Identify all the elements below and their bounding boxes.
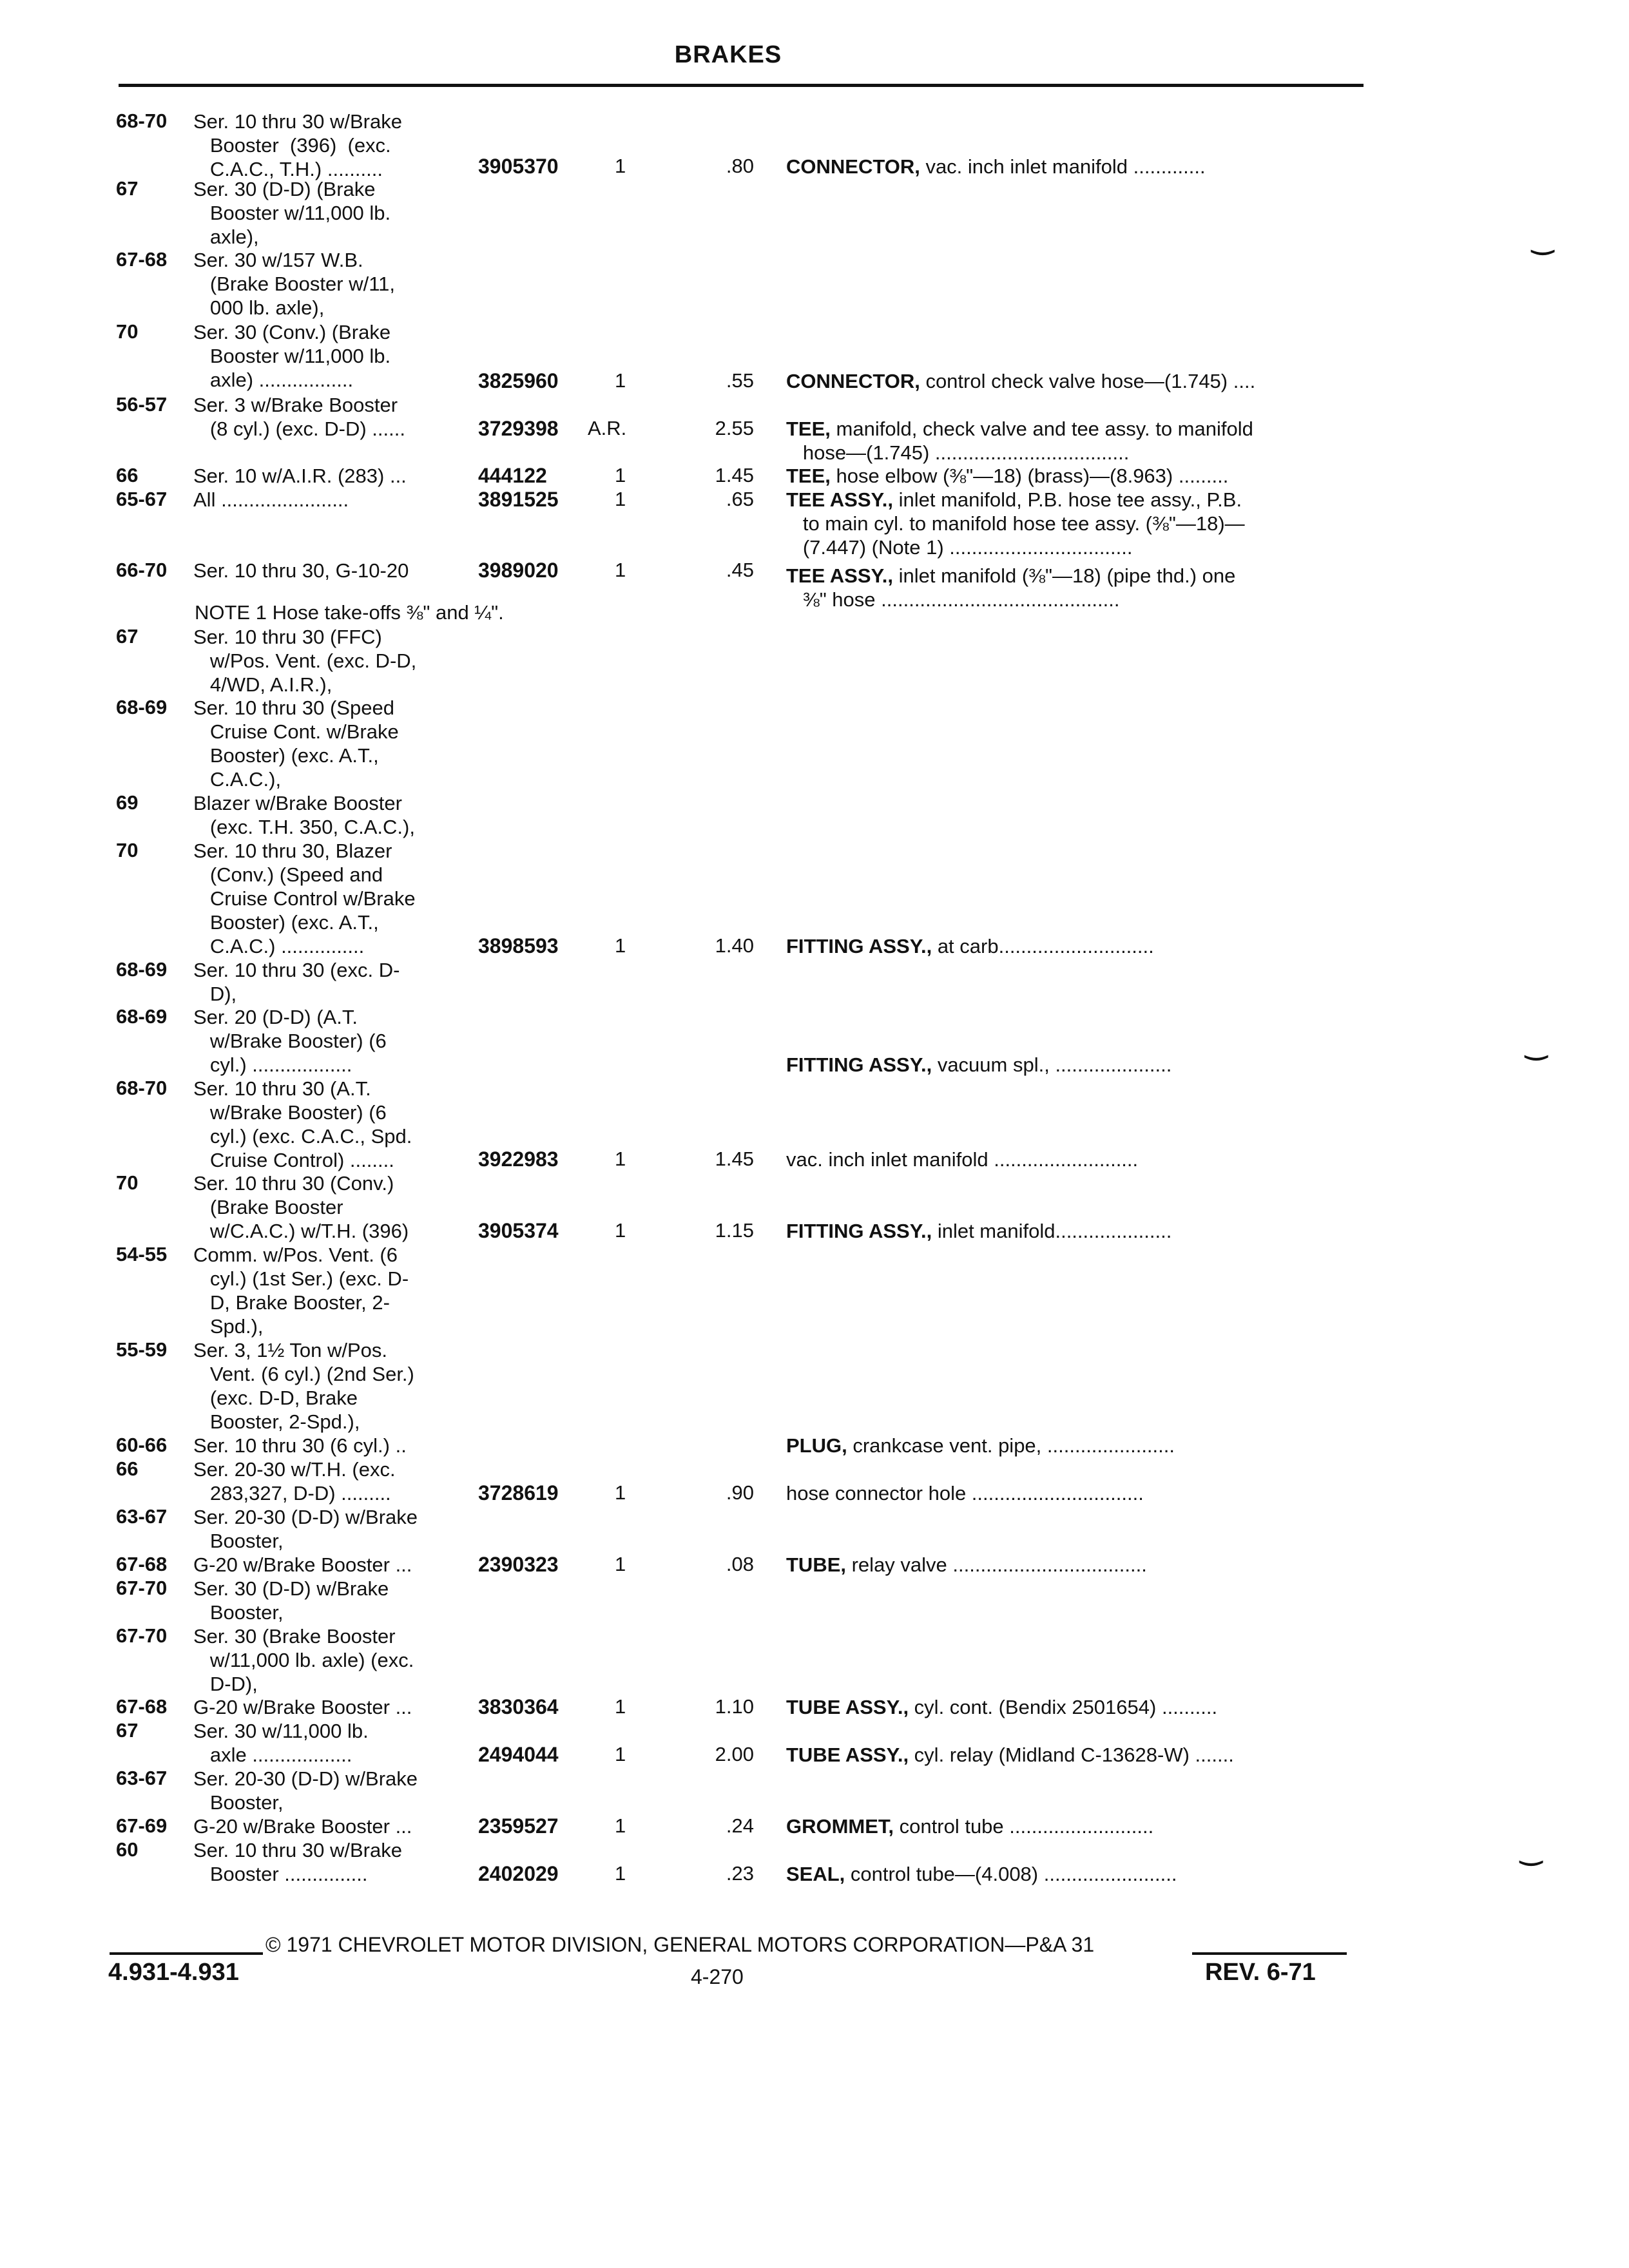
part-description: TEE, hose elbow (⅜"—18) (brass)—(8.963) .........: [786, 465, 1229, 487]
quantity: 1: [615, 1814, 626, 1837]
part-description: TEE ASSY., inlet manifold (⅜"—18) (pipe thd.) one ⅜" hose ...........................................: [786, 564, 1236, 611]
application-text: Ser. 10 thru 30 (FFC) w/Pos. Vent. (exc. D-D, 4/WD, A.I.R.),: [193, 626, 417, 696]
part-number: 2359527: [478, 1814, 559, 1838]
application-text: Ser. 20-30 (D-D) w/Brake Booster,: [193, 1506, 418, 1552]
application-text: Ser. 30 w/11,000 lb. axle ..................: [193, 1720, 369, 1766]
part-description: CONNECTOR, vac. inch inlet manifold .............: [786, 155, 1206, 178]
quantity: 1: [615, 369, 626, 392]
model-year: 70: [116, 1171, 139, 1194]
price: 1.40: [715, 934, 754, 957]
part-description: hose connector hole ...............................: [786, 1482, 1144, 1504]
price: 2.55: [715, 417, 754, 439]
application-text: G-20 w/Brake Booster ...: [193, 1553, 412, 1576]
model-year: 55-59: [116, 1338, 168, 1361]
part-number: 3728619: [478, 1481, 559, 1504]
quantity: 1: [615, 1481, 626, 1504]
model-year: 67-70: [116, 1624, 168, 1647]
price: 1.10: [715, 1695, 754, 1718]
model-year: 68-69: [116, 696, 168, 718]
margin-mark: ‿: [1521, 1837, 1542, 1865]
part-number: 3825960: [478, 369, 559, 392]
application-text: Ser. 10 thru 30, G-10-20: [193, 559, 409, 582]
model-year: 67-70: [116, 1577, 168, 1599]
footer-rule-right: [1192, 1952, 1347, 1955]
part-description: TUBE ASSY., cyl. cont. (Bendix 2501654) ..........: [786, 1696, 1218, 1718]
application-text: Ser. 30 (Brake Booster w/11,000 lb. axle) (exc. D-D),: [193, 1625, 414, 1695]
part-description: FITTING ASSY., at carb............................: [786, 935, 1154, 957]
application-text: Ser. 10 thru 30 w/Brake Booster ...............: [193, 1839, 402, 1885]
model-year: 67: [116, 177, 139, 200]
footer-copyright: © 1971 CHEVROLET MOTOR DIVISION, GENERAL MOTORS CORPORATION—P&A 31: [265, 1933, 1095, 1956]
application-text: Ser. 30 (D-D) w/Brake Booster,: [193, 1577, 389, 1624]
model-year: 67: [116, 625, 139, 648]
price: .24: [726, 1814, 754, 1837]
model-year: 70: [116, 839, 139, 861]
quantity: 1: [615, 1148, 626, 1170]
application-text: Ser. 3 w/Brake Booster (8 cyl.) (exc. D-D) ......: [193, 394, 405, 440]
footer-page-number: 4-270: [691, 1965, 744, 1988]
application-text: Ser. 10 thru 30 w/Brake Booster (396) (exc. C.A.C., T.H.) ..........: [193, 110, 402, 180]
application-text: Ser. 10 thru 30 (Speed Cruise Cont. w/Brake Booster) (exc. A.T., C.A.C.),: [193, 697, 399, 791]
model-year: 70: [116, 320, 139, 343]
application-text: Ser. 20-30 w/T.H. (exc. 283,327, D-D) .........: [193, 1458, 396, 1504]
part-number: 3891525: [478, 488, 559, 511]
model-year: 60-66: [116, 1434, 168, 1456]
part-number: 3905374: [478, 1219, 559, 1242]
quantity: 1: [615, 1743, 626, 1765]
application-text: Ser. 10 thru 30, Blazer (Conv.) (Speed and Cruise Control w/Brake Booster) (exc. A.T., C.A.C.) ...............: [193, 840, 416, 957]
price: .45: [726, 559, 754, 581]
application-text: G-20 w/Brake Booster ...: [193, 1815, 412, 1838]
quantity: 1: [615, 934, 626, 957]
quantity: 1: [615, 155, 626, 177]
model-year: 67-68: [116, 1695, 168, 1718]
model-year: 54-55: [116, 1243, 168, 1265]
model-year: 68-70: [116, 1077, 168, 1099]
part-number: 3729398: [478, 417, 559, 440]
application-text: Ser. 20 (D-D) (A.T. w/Brake Booster) (6 cyl.) ..................: [193, 1006, 387, 1076]
quantity: 1: [615, 1695, 626, 1718]
quantity: 1: [615, 488, 626, 510]
header-rule: [119, 84, 1364, 87]
part-description: TUBE ASSY., cyl. relay (Midland C-13628-W) .......: [786, 1744, 1234, 1766]
footer-revision: REV. 6-71: [1205, 1959, 1316, 1986]
part-number: 3905370: [478, 155, 559, 178]
margin-mark: ‿: [1532, 226, 1554, 255]
quantity: 1: [615, 1553, 626, 1575]
application-text: All .......................: [193, 488, 349, 511]
application-text: Ser. 30 (Conv.) (Brake Booster w/11,000 lb. axle) .................: [193, 321, 391, 391]
part-description: PLUG, crankcase vent. pipe, .......................: [786, 1434, 1175, 1457]
application-text: Ser. 30 w/157 W.B. (Brake Booster w/11, 000 lb. axle),: [193, 249, 395, 319]
price: 1.15: [715, 1219, 754, 1242]
price: .80: [726, 155, 754, 177]
quantity: 1: [615, 1219, 626, 1242]
application-text: Ser. 10 thru 30 (Conv.) (Brake Booster w/C.A.C.) w/T.H. (396): [193, 1172, 409, 1242]
model-year: 60: [116, 1838, 139, 1861]
model-year: 63-67: [116, 1767, 168, 1789]
model-year: 66: [116, 464, 139, 486]
model-year: 69: [116, 791, 139, 814]
model-year: 68-70: [116, 110, 168, 132]
application-text: Comm. w/Pos. Vent. (6 cyl.) (1st Ser.) (exc. D- D, Brake Booster, 2- Spd.),: [193, 1244, 409, 1338]
quantity: 1: [615, 464, 626, 486]
model-year: 67-69: [116, 1814, 168, 1837]
part-number: 3922983: [478, 1148, 559, 1171]
footer-section-code: 4.931-4.931: [108, 1959, 239, 1986]
model-year: 65-67: [116, 488, 168, 510]
price: 1.45: [715, 464, 754, 486]
part-description: FITTING ASSY., vacuum spl., .....................: [786, 1053, 1172, 1076]
part-number: 2402029: [478, 1862, 559, 1885]
model-year: 68-69: [116, 1005, 168, 1028]
price: 2.00: [715, 1743, 754, 1765]
price: .55: [726, 369, 754, 392]
part-number: 2494044: [478, 1743, 559, 1766]
application-text: Ser. 3, 1½ Ton w/Pos. Vent. (6 cyl.) (2nd Ser.) (exc. D-D, Brake Booster, 2-Spd.),: [193, 1339, 414, 1433]
part-description: SEAL, control tube—(4.008) ........................: [786, 1863, 1177, 1885]
model-year: 67-68: [116, 1553, 168, 1575]
application-text: Ser. 10 thru 30 (A.T. w/Brake Booster) (6 cyl.) (exc. C.A.C., Spd. Cruise Control) ........: [193, 1077, 412, 1171]
application-text: Blazer w/Brake Booster (exc. T.H. 350, C.A.C.),: [193, 792, 415, 838]
model-year: 67-68: [116, 248, 168, 271]
part-description: TEE, manifold, check valve and tee assy. to manifold hose—(1.745) ...................................: [786, 418, 1253, 464]
application-text: Ser. 30 (D-D) (Brake Booster w/11,000 lb. axle),: [193, 178, 391, 248]
price: 1.45: [715, 1148, 754, 1170]
part-number: 3898593: [478, 934, 559, 957]
part-description: GROMMET, control tube ..........................: [786, 1815, 1154, 1838]
part-number: 444122: [478, 464, 547, 487]
model-year: 66: [116, 1457, 139, 1480]
price: .65: [726, 488, 754, 510]
quantity: 1: [615, 1862, 626, 1885]
margin-mark: ‿: [1526, 1032, 1547, 1060]
quantity: A.R.: [588, 417, 627, 439]
part-description: CONNECTOR, control check valve hose—(1.745) ....: [786, 370, 1256, 392]
part-number: 2390323: [478, 1553, 559, 1576]
price: .08: [726, 1553, 754, 1575]
model-year: 68-69: [116, 958, 168, 981]
part-number: 3830364: [478, 1695, 559, 1718]
part-description: vac. inch inlet manifold ..........................: [786, 1148, 1139, 1171]
application-text: G-20 w/Brake Booster ...: [193, 1696, 412, 1718]
page-title: BRAKES: [674, 41, 782, 68]
price: .23: [726, 1862, 754, 1885]
application-text: Ser. 10 w/A.I.R. (283) ...: [193, 465, 407, 487]
price: .90: [726, 1481, 754, 1504]
application-text: Ser. 10 thru 30 (6 cyl.) ..: [193, 1434, 407, 1457]
model-year: 56-57: [116, 393, 168, 416]
part-description: TUBE, relay valve ...................................: [786, 1553, 1147, 1576]
application-text: Ser. 10 thru 30 (exc. D- D),: [193, 959, 400, 1005]
quantity: 1: [615, 559, 626, 581]
footer-rule-left: [110, 1952, 263, 1955]
application-text: Ser. 20-30 (D-D) w/Brake Booster,: [193, 1767, 418, 1814]
model-year: 66-70: [116, 559, 168, 581]
model-year: 63-67: [116, 1505, 168, 1528]
model-year: 67: [116, 1719, 139, 1742]
part-number: 3989020: [478, 559, 559, 582]
note-text: NOTE 1 Hose take-offs ⅜" and ¼".: [195, 601, 504, 624]
part-description: FITTING ASSY., inlet manifold.....................: [786, 1220, 1172, 1242]
part-description: TEE ASSY., inlet manifold, P.B. hose tee assy., P.B. to main cyl. to manifold hose tee assy. (⅜"—18)— (7.447) (Note 1) .................................: [786, 488, 1245, 559]
